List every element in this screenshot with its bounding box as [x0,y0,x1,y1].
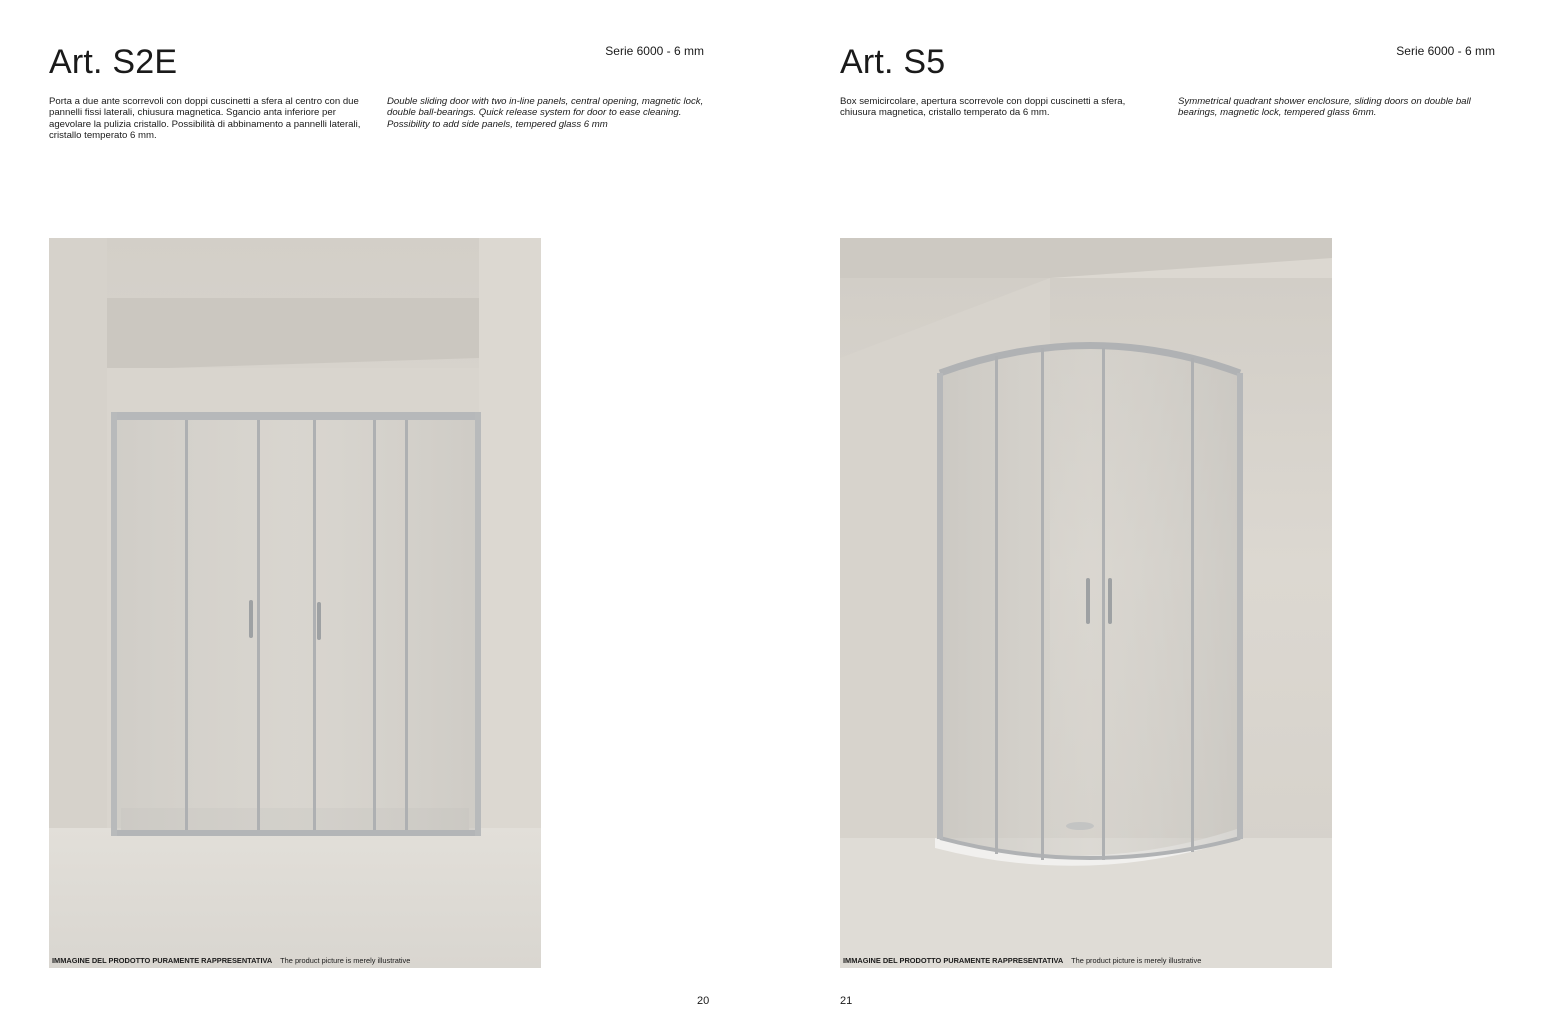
description-english: Symmetrical quadrant shower enclosure, sliding doors on double ball bearings, magnetic lock, tempered glass 6mm. [1178,96,1471,119]
description-english: Double sliding door with two in-line panels, central opening, magnetic lock, double ball-bearings. Quick release system for door to ease cleaning. Possibility to add side panels, tempered glass 6 mm [387,96,704,130]
product-photo-s5 [840,238,1332,968]
photo-caption [843,956,1201,965]
caption-italian: IMMAGINE DEL PRODOTTO PURAMENTE RAPPRESENTATIVA [52,956,273,965]
product-series: Serie 6000 - 6 mm [1396,44,1495,58]
description-italian: Box semicircolare, apertura scorrevole con doppi cuscinetti a sfera, chiusura magnetica, cristallo temperato da 6 mm. [840,96,1126,119]
product-title: Art. S2E [49,43,178,81]
product-series: Serie 6000 - 6 mm [605,44,704,58]
page-number: 20 [697,995,710,1007]
caption-english: The product picture is merely illustrative [1071,956,1202,965]
product-title: Art. S5 [840,43,946,81]
description-italian: Porta a due ante scorrevoli con doppi cuscinetti a sfera al centro con due pannelli fissi laterali, chiusura magnetica. Sgancio anta inferiore per agevolare la pulizia cristallo. Possibilità di abbinamento a pannelli laterali, cristallo temperato 6 mm. [49,96,361,141]
caption-english: The product picture is merely illustrative [280,956,411,965]
photo-caption [52,956,410,965]
product-photo-s2e [49,238,541,968]
shower-sliding-door-illustration [49,238,541,968]
catalog-page-right [775,0,1550,1033]
shower-quadrant-enclosure-illustration [840,238,1332,968]
caption-italian: IMMAGINE DEL PRODOTTO PURAMENTE RAPPRESENTATIVA [843,956,1064,965]
page-number: 21 [840,995,853,1007]
